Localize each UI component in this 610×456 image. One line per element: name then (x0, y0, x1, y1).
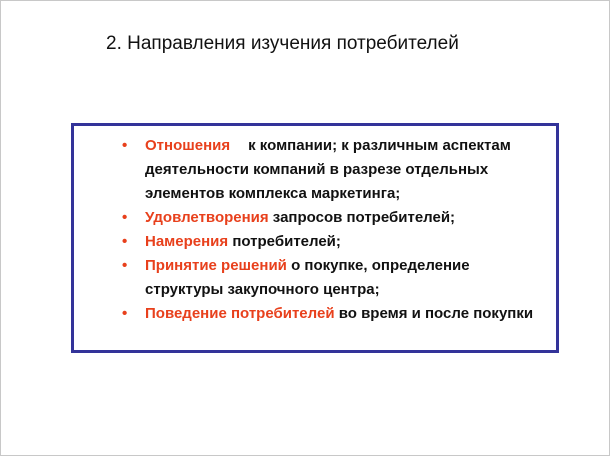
bullet-icon: • (122, 305, 128, 322)
list-item (122, 254, 542, 302)
content-box (71, 123, 559, 353)
list-item (122, 302, 542, 326)
list-item (122, 230, 542, 254)
bullet-list (122, 134, 542, 326)
bullet-text: потребителей; (228, 233, 341, 250)
bullet-highlight: Удовлетворения (145, 209, 269, 226)
list-item (122, 134, 542, 206)
bullet-icon: • (122, 233, 128, 250)
bullet-text: к компании; к различным аспектам деятельности компаний в разрезе отдельных элементов комплекса маркетинга; (145, 137, 511, 202)
bullet-highlight: Поведение потребителей (145, 305, 335, 322)
bullet-icon: • (122, 137, 128, 154)
bullet-highlight: Отношения (145, 137, 231, 154)
slide-title: 2. Направления изучения потребителей (106, 33, 459, 54)
bullet-highlight: Намерения (145, 233, 229, 250)
bullet-icon: • (122, 209, 128, 226)
bullet-text: во время и после покупки (334, 305, 534, 322)
bullet-text: запросов потребителей; (268, 209, 456, 226)
list-item (122, 206, 542, 230)
bullet-highlight: Принятие решений (145, 257, 287, 274)
bullet-icon: • (122, 257, 128, 274)
bullet-text: о покупке, определение структуры закупочного центра; (145, 257, 470, 298)
